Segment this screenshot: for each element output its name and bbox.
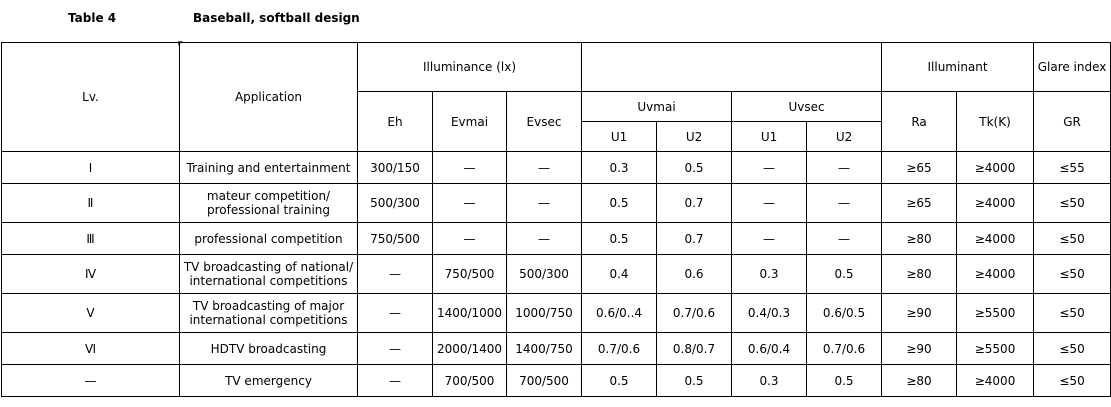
header-eh: Eh (358, 92, 433, 152)
gr-cell: ≤50 (1034, 365, 1111, 397)
application-cell: HDTV broadcasting (180, 333, 358, 365)
uvmai-u2-cell: 0.8/0.7 (657, 333, 732, 365)
header-uvmai-u2: U2 (657, 122, 732, 152)
header-level: Lv. (2, 43, 180, 152)
table-row (2, 255, 1111, 294)
level-cell: Ⅵ (2, 333, 180, 365)
tk-cell: ≥5500 (957, 333, 1034, 365)
application-cell: TV broadcasting of major international competitions (180, 294, 358, 333)
uvmai-u2-cell: 0.7 (657, 223, 732, 255)
eh-cell: 300/150 (358, 152, 433, 184)
uvmai-u2-cell: 0.7/0.6 (657, 294, 732, 333)
evsec-cell: 1400/750 (507, 333, 582, 365)
level-cell: Ⅰ (2, 152, 180, 184)
ra-cell: ≥65 (882, 152, 957, 184)
table-number: Table 4 (68, 11, 117, 25)
evmai-cell: — (433, 223, 507, 255)
application-cell: Training and entertainment (180, 152, 358, 184)
level-cell: — (2, 365, 180, 397)
application-cell: professional competition (180, 223, 358, 255)
header-uniformity-group (582, 43, 882, 92)
ra-cell: ≥90 (882, 333, 957, 365)
header-uvsec: Uvsec (732, 92, 882, 122)
evmai-cell: 750/500 (433, 255, 507, 294)
header-uvmai-u1: U1 (582, 122, 657, 152)
table-row (2, 184, 1111, 223)
uvsec-u1-cell: 0.4/0.3 (732, 294, 807, 333)
evsec-cell: — (507, 184, 582, 223)
uvsec-u1-cell: 0.6/0.4 (732, 333, 807, 365)
uvmai-u2-cell: 0.6 (657, 255, 732, 294)
header-uvsec-u2: U2 (807, 122, 882, 152)
uvmai-u2-cell: 0.5 (657, 365, 732, 397)
uvmai-u1-cell: 0.5 (582, 184, 657, 223)
uvsec-u1-cell: 0.3 (732, 365, 807, 397)
uvsec-u2-cell: — (807, 223, 882, 255)
header-application: Application (180, 43, 358, 152)
level-cell: Ⅴ (2, 294, 180, 333)
gr-cell: ≤50 (1034, 223, 1111, 255)
ra-cell: ≥80 (882, 365, 957, 397)
lighting-design-table (1, 42, 1111, 397)
uvsec-u2-cell: — (807, 152, 882, 184)
tk-cell: ≥5500 (957, 294, 1034, 333)
header-gr: GR (1034, 92, 1111, 152)
uvsec-u1-cell: 0.3 (732, 255, 807, 294)
evmai-cell: — (433, 184, 507, 223)
table-title: Baseball, softball design (193, 11, 360, 25)
header-uvsec-u1: U1 (732, 122, 807, 152)
header-illuminance: Illuminance (lx) (358, 43, 582, 92)
eh-cell: — (358, 333, 433, 365)
eh-cell: — (358, 255, 433, 294)
application-cell: TV emergency (180, 365, 358, 397)
ra-cell: ≥90 (882, 294, 957, 333)
ra-cell: ≥80 (882, 255, 957, 294)
evmai-cell: — (433, 152, 507, 184)
uvsec-u1-cell: — (732, 223, 807, 255)
table-row (2, 333, 1111, 365)
uvsec-u1-cell: — (732, 184, 807, 223)
tk-cell: ≥4000 (957, 184, 1034, 223)
uvmai-u1-cell: 0.7/0.6 (582, 333, 657, 365)
eh-cell: 750/500 (358, 223, 433, 255)
evsec-cell: — (507, 223, 582, 255)
eh-cell: 500/300 (358, 184, 433, 223)
table-row (2, 365, 1111, 397)
uvmai-u2-cell: 0.7 (657, 184, 732, 223)
tk-cell: ≥4000 (957, 152, 1034, 184)
uvmai-u1-cell: 0.3 (582, 152, 657, 184)
level-cell: Ⅳ (2, 255, 180, 294)
evmai-cell: 1400/1000 (433, 294, 507, 333)
application-cell: TV broadcasting of national/ international competitions (180, 255, 358, 294)
ra-cell: ≥80 (882, 223, 957, 255)
evsec-cell: 700/500 (507, 365, 582, 397)
uvsec-u2-cell: 0.5 (807, 365, 882, 397)
uvsec-u2-cell: — (807, 184, 882, 223)
level-cell: Ⅲ (2, 223, 180, 255)
eh-cell: — (358, 365, 433, 397)
evmai-cell: 2000/1400 (433, 333, 507, 365)
uvmai-u1-cell: 0.5 (582, 223, 657, 255)
header-glare-index: Glare index (1034, 43, 1111, 92)
uvsec-u2-cell: 0.7/0.6 (807, 333, 882, 365)
level-cell: Ⅱ (2, 184, 180, 223)
evsec-cell: 1000/750 (507, 294, 582, 333)
evsec-cell: — (507, 152, 582, 184)
application-cell: mateur competition/ professional training (180, 184, 358, 223)
uvsec-u2-cell: 0.6/0.5 (807, 294, 882, 333)
uvmai-u1-cell: 0.6/0..4 (582, 294, 657, 333)
table-row (2, 223, 1111, 255)
table-row (2, 294, 1111, 333)
uvmai-u1-cell: 0.5 (582, 365, 657, 397)
gr-cell: ≤55 (1034, 152, 1111, 184)
tk-cell: ≥4000 (957, 365, 1034, 397)
gr-cell: ≤50 (1034, 255, 1111, 294)
eh-cell: — (358, 294, 433, 333)
header-evmai: Evmai (433, 92, 507, 152)
evmai-cell: 700/500 (433, 365, 507, 397)
header-evsec: Evsec (507, 92, 582, 152)
header-illuminant: Illuminant (882, 43, 1034, 92)
header-uvmai: Uvmai (582, 92, 732, 122)
gr-cell: ≤50 (1034, 184, 1111, 223)
header-ra: Ra (882, 92, 957, 152)
gr-cell: ≤50 (1034, 333, 1111, 365)
evsec-cell: 500/300 (507, 255, 582, 294)
gr-cell: ≤50 (1034, 294, 1111, 333)
header-tk: Tk(K) (957, 92, 1034, 152)
ra-cell: ≥65 (882, 184, 957, 223)
uvmai-u1-cell: 0.4 (582, 255, 657, 294)
tk-cell: ≥4000 (957, 255, 1034, 294)
uvmai-u2-cell: 0.5 (657, 152, 732, 184)
uvsec-u2-cell: 0.5 (807, 255, 882, 294)
tk-cell: ≥4000 (957, 223, 1034, 255)
uvsec-u1-cell: — (732, 152, 807, 184)
table-row (2, 152, 1111, 184)
